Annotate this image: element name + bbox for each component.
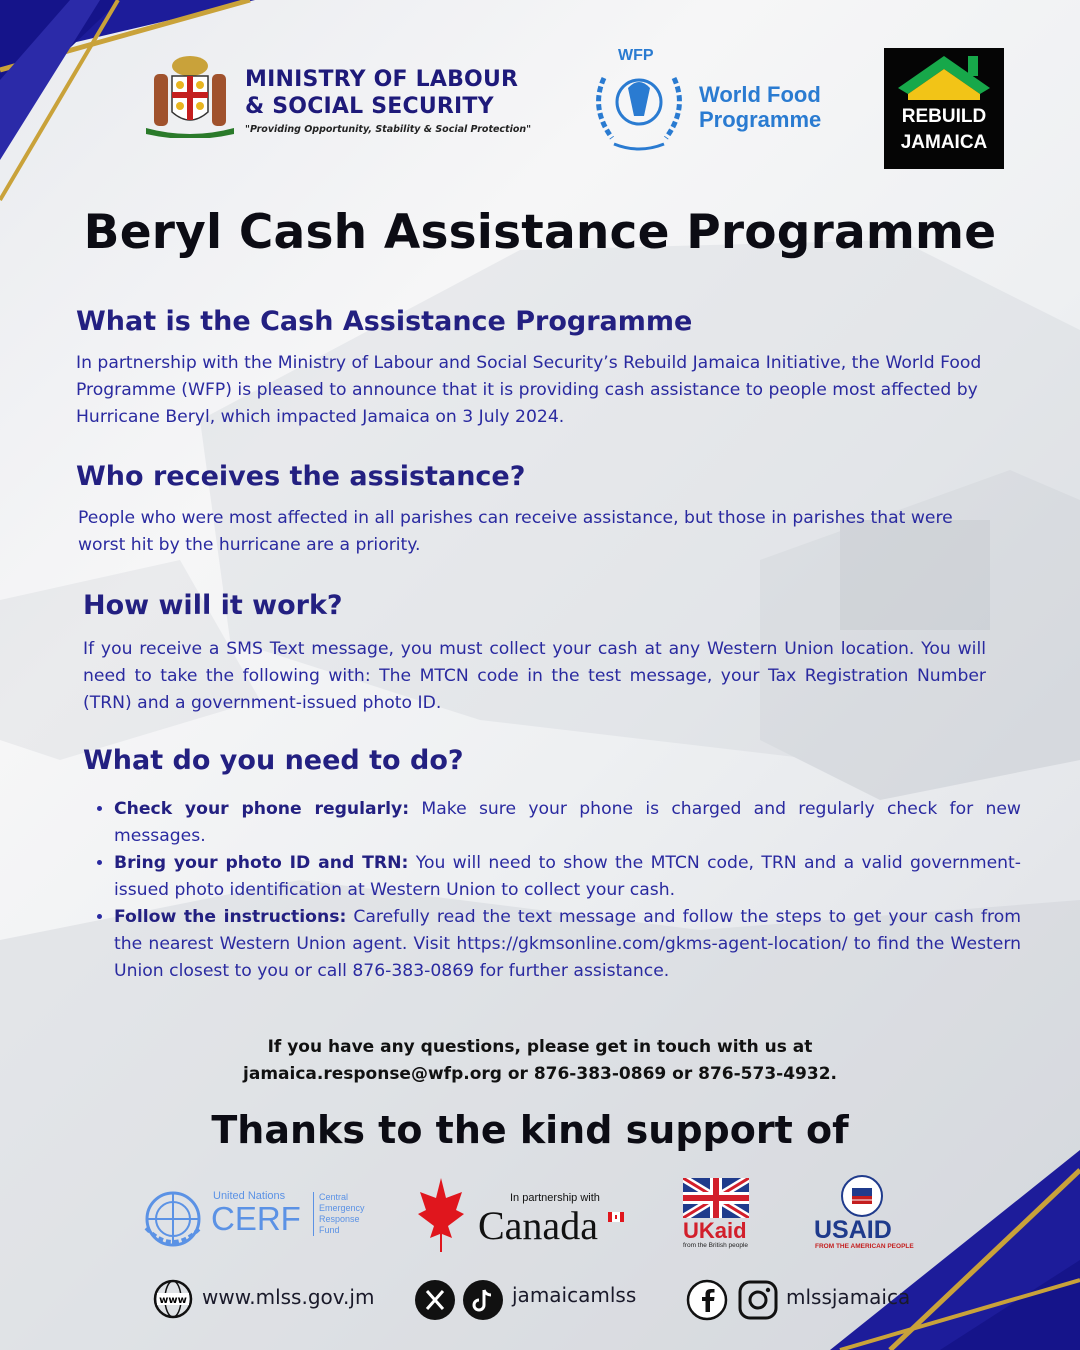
wfp-name-line2: Programme [699, 107, 822, 132]
usaid-seal-icon [840, 1174, 884, 1218]
list-item [114, 850, 1021, 904]
list-item-label: Check your phone regularly: [114, 799, 410, 819]
canada-wordmark: Canada [478, 1203, 598, 1248]
thanks-heading: Thanks to the kind support of [211, 1108, 849, 1152]
globe-www-icon[interactable] [153, 1279, 193, 1319]
contact-info [0, 1034, 1080, 1088]
tiktok-icon[interactable] [462, 1279, 504, 1321]
website-link[interactable]: www.mlss.gov.jm [202, 1285, 375, 1309]
section-body-who: People who were most affected in all parishes can receive assistance, but those in parishes that were worst hit by the hurricane are a priority. [78, 508, 953, 555]
x-twitter-icon[interactable] [414, 1279, 456, 1321]
rebuild-jamaica-logo [884, 48, 1004, 169]
house-roof-icon [884, 48, 1004, 108]
cerf-desc-line: Response [319, 1214, 360, 1224]
union-jack-flag-icon [683, 1178, 749, 1218]
wfp-abbreviation: WFP [618, 47, 654, 64]
list-item-text: Make sure your phone is charged and regularly check for new messages. [114, 799, 1021, 846]
list-item [114, 796, 1021, 850]
canada-maple-leaf-icon [418, 1178, 464, 1252]
cerf-desc-line: Fund [319, 1225, 340, 1235]
list-item [114, 904, 1021, 985]
cerf-un-label: United Nations [213, 1190, 286, 1202]
wfp-name-line1: World Food [699, 82, 821, 107]
instagram-icon[interactable] [738, 1280, 778, 1320]
un-emblem-icon [140, 1186, 206, 1252]
mlss-name-line2: & SOCIAL SECURITY [245, 94, 494, 119]
todo-list [92, 796, 1021, 985]
usaid-wordmark: USAID [814, 1216, 892, 1244]
cerf-description [313, 1192, 365, 1236]
contact-line2: jamaica.response@wfp.org or 876-383-0869 or 876-573-4932. [243, 1064, 837, 1084]
canada-flag-icon [608, 1212, 624, 1222]
list-item-text: Carefully read the text message and follow the steps to get your cash from the nearest Western Union agent. Visit https://gkmsonline.com/gkms-agent-location/ to find the Western Union closest to you or call 876-383-0869 for further assistance. [114, 907, 1021, 981]
cerf-desc-line: Emergency [319, 1203, 365, 1213]
mlss-name-line1: MINISTRY OF LABOUR [245, 67, 519, 92]
cerf-name: CERF [211, 1200, 301, 1237]
page-title: Beryl Cash Assistance Programme [83, 205, 997, 260]
list-item-text: You will need to show the MTCN code, TRN and a valid government-issued photo identification at Western Union to collect your cash. [114, 853, 1021, 900]
mlss-tagline: "Providing Opportunity, Stability & Social Protection" [245, 124, 532, 135]
jamaica-coat-of-arms-icon [140, 46, 240, 138]
ukaid-subtitle: from the British people [683, 1242, 749, 1249]
facebook-icon[interactable] [686, 1279, 728, 1321]
contact-line1: If you have any questions, please get in touch with us at [267, 1037, 813, 1057]
cerf-desc-line: Central [319, 1192, 349, 1202]
list-item-label: Follow the instructions: [114, 907, 347, 927]
rebuild-line2: JAMAICA [900, 132, 988, 153]
list-item-label: Bring your photo ID and TRN: [114, 853, 409, 873]
canada-partnership-label: In partnership with [510, 1192, 600, 1204]
section-heading-how: How will it work? [83, 590, 343, 621]
section-heading-what: What is the Cash Assistance Programme [76, 306, 693, 337]
wfp-name [699, 82, 821, 132]
x-tiktok-handle[interactable]: jamaicamlss [512, 1283, 637, 1307]
ukaid-wordmark: UKaid [683, 1218, 747, 1243]
section-heading-todo: What do you need to do? [83, 745, 464, 776]
wfp-emblem-icon [584, 58, 694, 158]
www-icon-text: www [159, 1295, 187, 1306]
fb-ig-handle[interactable]: mlssjamaica [786, 1285, 911, 1309]
section-body-how: If you receive a SMS Text message, you must collect your cash at any Western Union location. You will need to take the following with: The MTCN code in the test message, your Tax Registration Number (TRN) and a government-issued photo ID. [83, 639, 986, 713]
rebuild-line1: REBUILD [901, 106, 987, 127]
mlss-logo-text [245, 66, 531, 135]
usaid-subtitle: FROM THE AMERICAN PEOPLE [815, 1243, 914, 1250]
section-heading-who: Who receives the assistance? [76, 461, 526, 492]
section-body-what: In partnership with the Ministry of Labour and Social Security’s Rebuild Jamaica Initiative, the World Food Programme (WFP) is pleased to announce that it is providing cash assistance to people most affected by Hurricane Beryl, which impacted Jamaica on 3 July 2024. [76, 353, 982, 427]
